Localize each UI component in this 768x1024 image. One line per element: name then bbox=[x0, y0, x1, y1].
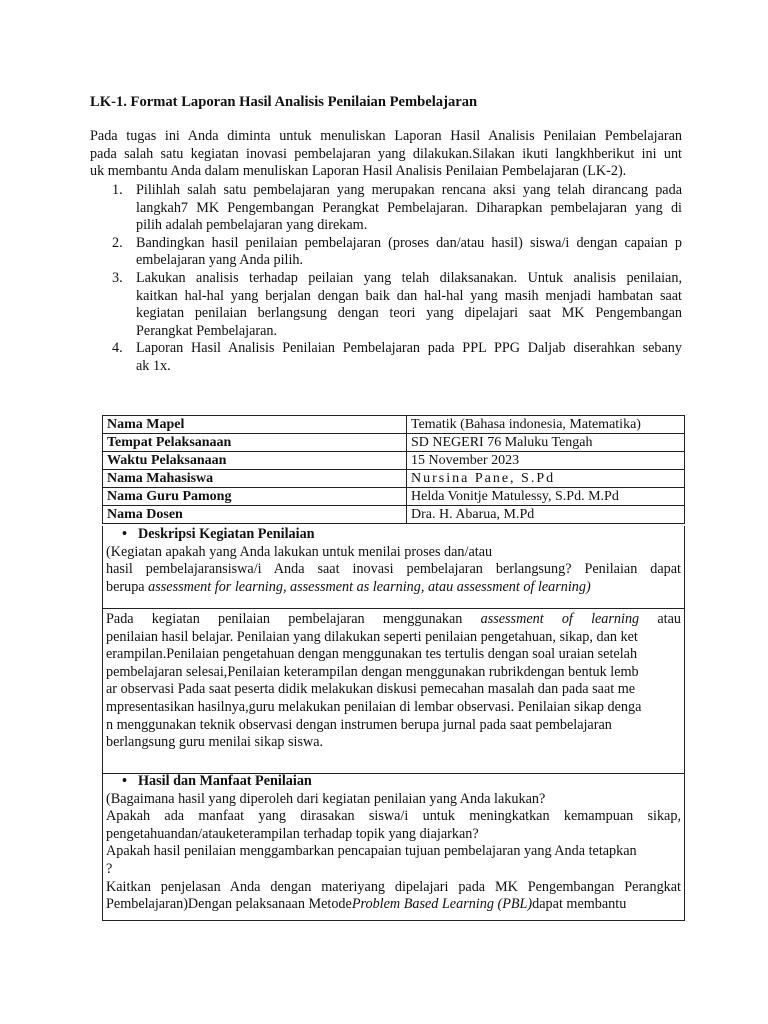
section-heading bbox=[106, 773, 681, 791]
table-row bbox=[103, 506, 685, 524]
table-row bbox=[103, 470, 685, 488]
step-item bbox=[108, 270, 682, 340]
step-number: 4. bbox=[112, 340, 123, 357]
answer-line: mpresentasikan hasilnya,guru melakukan penilaian di lembar observasi. Penilaian sikap denga bbox=[106, 698, 642, 715]
section-description-box bbox=[102, 526, 685, 609]
prompt-line: Apakah ada manfaat yang dirasakan siswa/i untuk meningkatkan kemampuan sikap, bbox=[106, 808, 681, 825]
section-results-box bbox=[102, 770, 685, 921]
intro-line: Pada tugas ini Anda diminta untuk menuliskan Laporan Hasil Analisis Penilaian Pembelajaran bbox=[90, 128, 682, 144]
answer-line: erampilan.Penilaian pengetahuan dengan menggunakan tes tertulis dengan soal uraian setelah bbox=[106, 646, 638, 663]
identity-label: Tempat Pelaksanaan bbox=[103, 434, 407, 452]
intro-line: pada salah satu kegiatan inovasi pembelajaran yang dilakukan.Silakan ikuti langkhberikut ini unt bbox=[90, 145, 682, 162]
intro-line: uk membantu Anda dalam menuliskan Laporan Hasil Analisis Penilaian Pembelajaran (LK-2). bbox=[90, 163, 627, 180]
identity-label: Waktu Pelaksanaan bbox=[103, 452, 407, 470]
identity-label: Nama Mahasiswa bbox=[103, 470, 407, 488]
prompt-italic-text: assessment for learning, assessment as learning, atau assessment of learning) bbox=[148, 578, 591, 595]
step-line: Laporan Hasil Analisis Penilaian Pembelajaran pada PPL PPG Daljab diserahkan sebany bbox=[136, 340, 682, 357]
prompt-line: (Bagaimana hasil yang diperoleh dari kegiatan penilaian yang Anda lakukan? bbox=[106, 790, 546, 807]
answer-text: atau bbox=[639, 611, 681, 627]
table-row bbox=[103, 416, 685, 434]
identity-label: Nama Mapel bbox=[103, 416, 407, 434]
prompt-line: pengetahuandan/atauketerampilan terhadap topik yang diajarkan? bbox=[106, 825, 479, 842]
answer-italic-text: assessment of learning bbox=[480, 611, 640, 627]
step-line: kegiatan penilaian berlangsung dengan teori yang dipelajari saat MK Pengembangan bbox=[136, 305, 682, 322]
prompt-italic-text: Problem Based Learning (PBL) bbox=[351, 896, 533, 913]
prompt-text: berupa bbox=[106, 578, 149, 595]
step-line: langkah7 MK Pengembangan Perangkat Pembelajaran. Diharapkan pembelajaran yang di bbox=[136, 199, 682, 216]
prompt-line: ? bbox=[106, 860, 113, 877]
identity-value: Dra. H. Abarua, M.Pd bbox=[407, 506, 685, 524]
step-line: kaitkan hal-hal yang berjalan dengan baik dan hal-hal yang masih menjadi hambatan saat bbox=[136, 287, 682, 304]
step-line: Perangkat Pembelajaran. bbox=[136, 322, 278, 339]
intro-paragraph bbox=[90, 128, 682, 181]
answer-description-box bbox=[102, 608, 685, 774]
answer-line: penilaian hasil belajar. Penilaian yang dilakukan seperti penilaian pengetahuan, sikap, dan ket bbox=[106, 628, 638, 645]
step-item bbox=[108, 235, 682, 270]
identity-value: Helda Vonitje Matulessy, S.Pd. M.Pd bbox=[407, 488, 685, 506]
table-row bbox=[103, 434, 685, 452]
identity-label: Nama Dosen bbox=[103, 506, 407, 524]
step-line: Bandingkan hasil penilaian pembelajaran (proses dan/atau hasil) siswa/i dengan capaian p bbox=[136, 234, 682, 251]
step-number: 1. bbox=[112, 182, 123, 198]
prompt-line: (Kegiatan apakah yang Anda lakukan untuk menilai proses dan/atau bbox=[106, 543, 493, 560]
answer-line: pembelajaran selesai,Penilaian keterampilan dengan menggunakan rubrikdengan bentuk lemb bbox=[106, 663, 639, 680]
prompt-line: Kaitkan penjelasan Anda dengan materiyang dipelajari pada MK Pengembangan Perangkat bbox=[106, 878, 681, 895]
prompt-text: Pembelajaran)Dengan pelaksanaan Metode bbox=[106, 896, 352, 913]
bullet-icon: • bbox=[122, 526, 127, 542]
identity-label: Nama Guru Pamong bbox=[103, 488, 407, 506]
step-item bbox=[108, 182, 682, 235]
identity-value: Nursina Pane, S.Pd bbox=[407, 470, 685, 488]
prompt-text: dapat membantu bbox=[532, 896, 627, 913]
page-title: LK-1. Format Laporan Hasil Analisis Penilaian Pembelajaran bbox=[90, 94, 478, 110]
step-number: 3. bbox=[112, 269, 123, 286]
answer-text: Pada kegiatan penilaian pembelajaran menggunakan bbox=[106, 611, 481, 627]
answer-line: n menggunakan teknik observasi dengan instrumen berupa jurnal pada saat pembelajaran bbox=[106, 716, 612, 733]
step-number: 2. bbox=[112, 234, 123, 251]
step-line: Lakukan analisis terhadap peilaian yang telah dilaksanakan. Untuk analisis penilaian, bbox=[136, 269, 682, 286]
step-item bbox=[108, 340, 682, 375]
step-line: embelajaran yang Anda pilih. bbox=[136, 252, 304, 269]
section-heading-text: Deskripsi Kegiatan Penilaian bbox=[138, 526, 315, 542]
answer-line: berlangsung guru menilai sikap siswa. bbox=[106, 734, 324, 751]
table-row bbox=[103, 452, 685, 470]
step-line: pilih adalah pembelajaran yang direkam. bbox=[136, 217, 368, 234]
section-heading-text: Hasil dan Manfaat Penilaian bbox=[138, 773, 312, 789]
identity-value: Tematik (Bahasa indonesia, Matematika) bbox=[407, 416, 685, 434]
identity-value: 15 November 2023 bbox=[407, 452, 685, 470]
step-line: ak 1x. bbox=[136, 357, 171, 374]
table-row bbox=[103, 488, 685, 506]
prompt-line: Apakah hasil penilaian menggambarkan pencapaian tujuan pembelajaran yang Anda tetapkan bbox=[106, 843, 637, 860]
prompt-line bbox=[106, 896, 681, 914]
bullet-icon: • bbox=[122, 773, 127, 789]
answer-line: ar observasi Pada saat peserta didik melakukan diskusi pemecahan masalah dan pada saat me bbox=[106, 681, 636, 698]
steps-list bbox=[108, 182, 682, 376]
answer-line bbox=[106, 611, 681, 629]
prompt-line: hasil pembelajaransiswa/i Anda saat inovasi pembelajaran berlangsung? Penilaian dapat bbox=[106, 561, 681, 578]
section-heading bbox=[106, 526, 681, 544]
step-line: Pilihlah salah satu pembelajaran yang merupakan rencana aksi yang telah dirancang pada bbox=[136, 182, 682, 198]
identity-table bbox=[102, 415, 685, 524]
prompt-line bbox=[106, 579, 681, 597]
identity-value: SD NEGERI 76 Maluku Tengah bbox=[407, 434, 685, 452]
